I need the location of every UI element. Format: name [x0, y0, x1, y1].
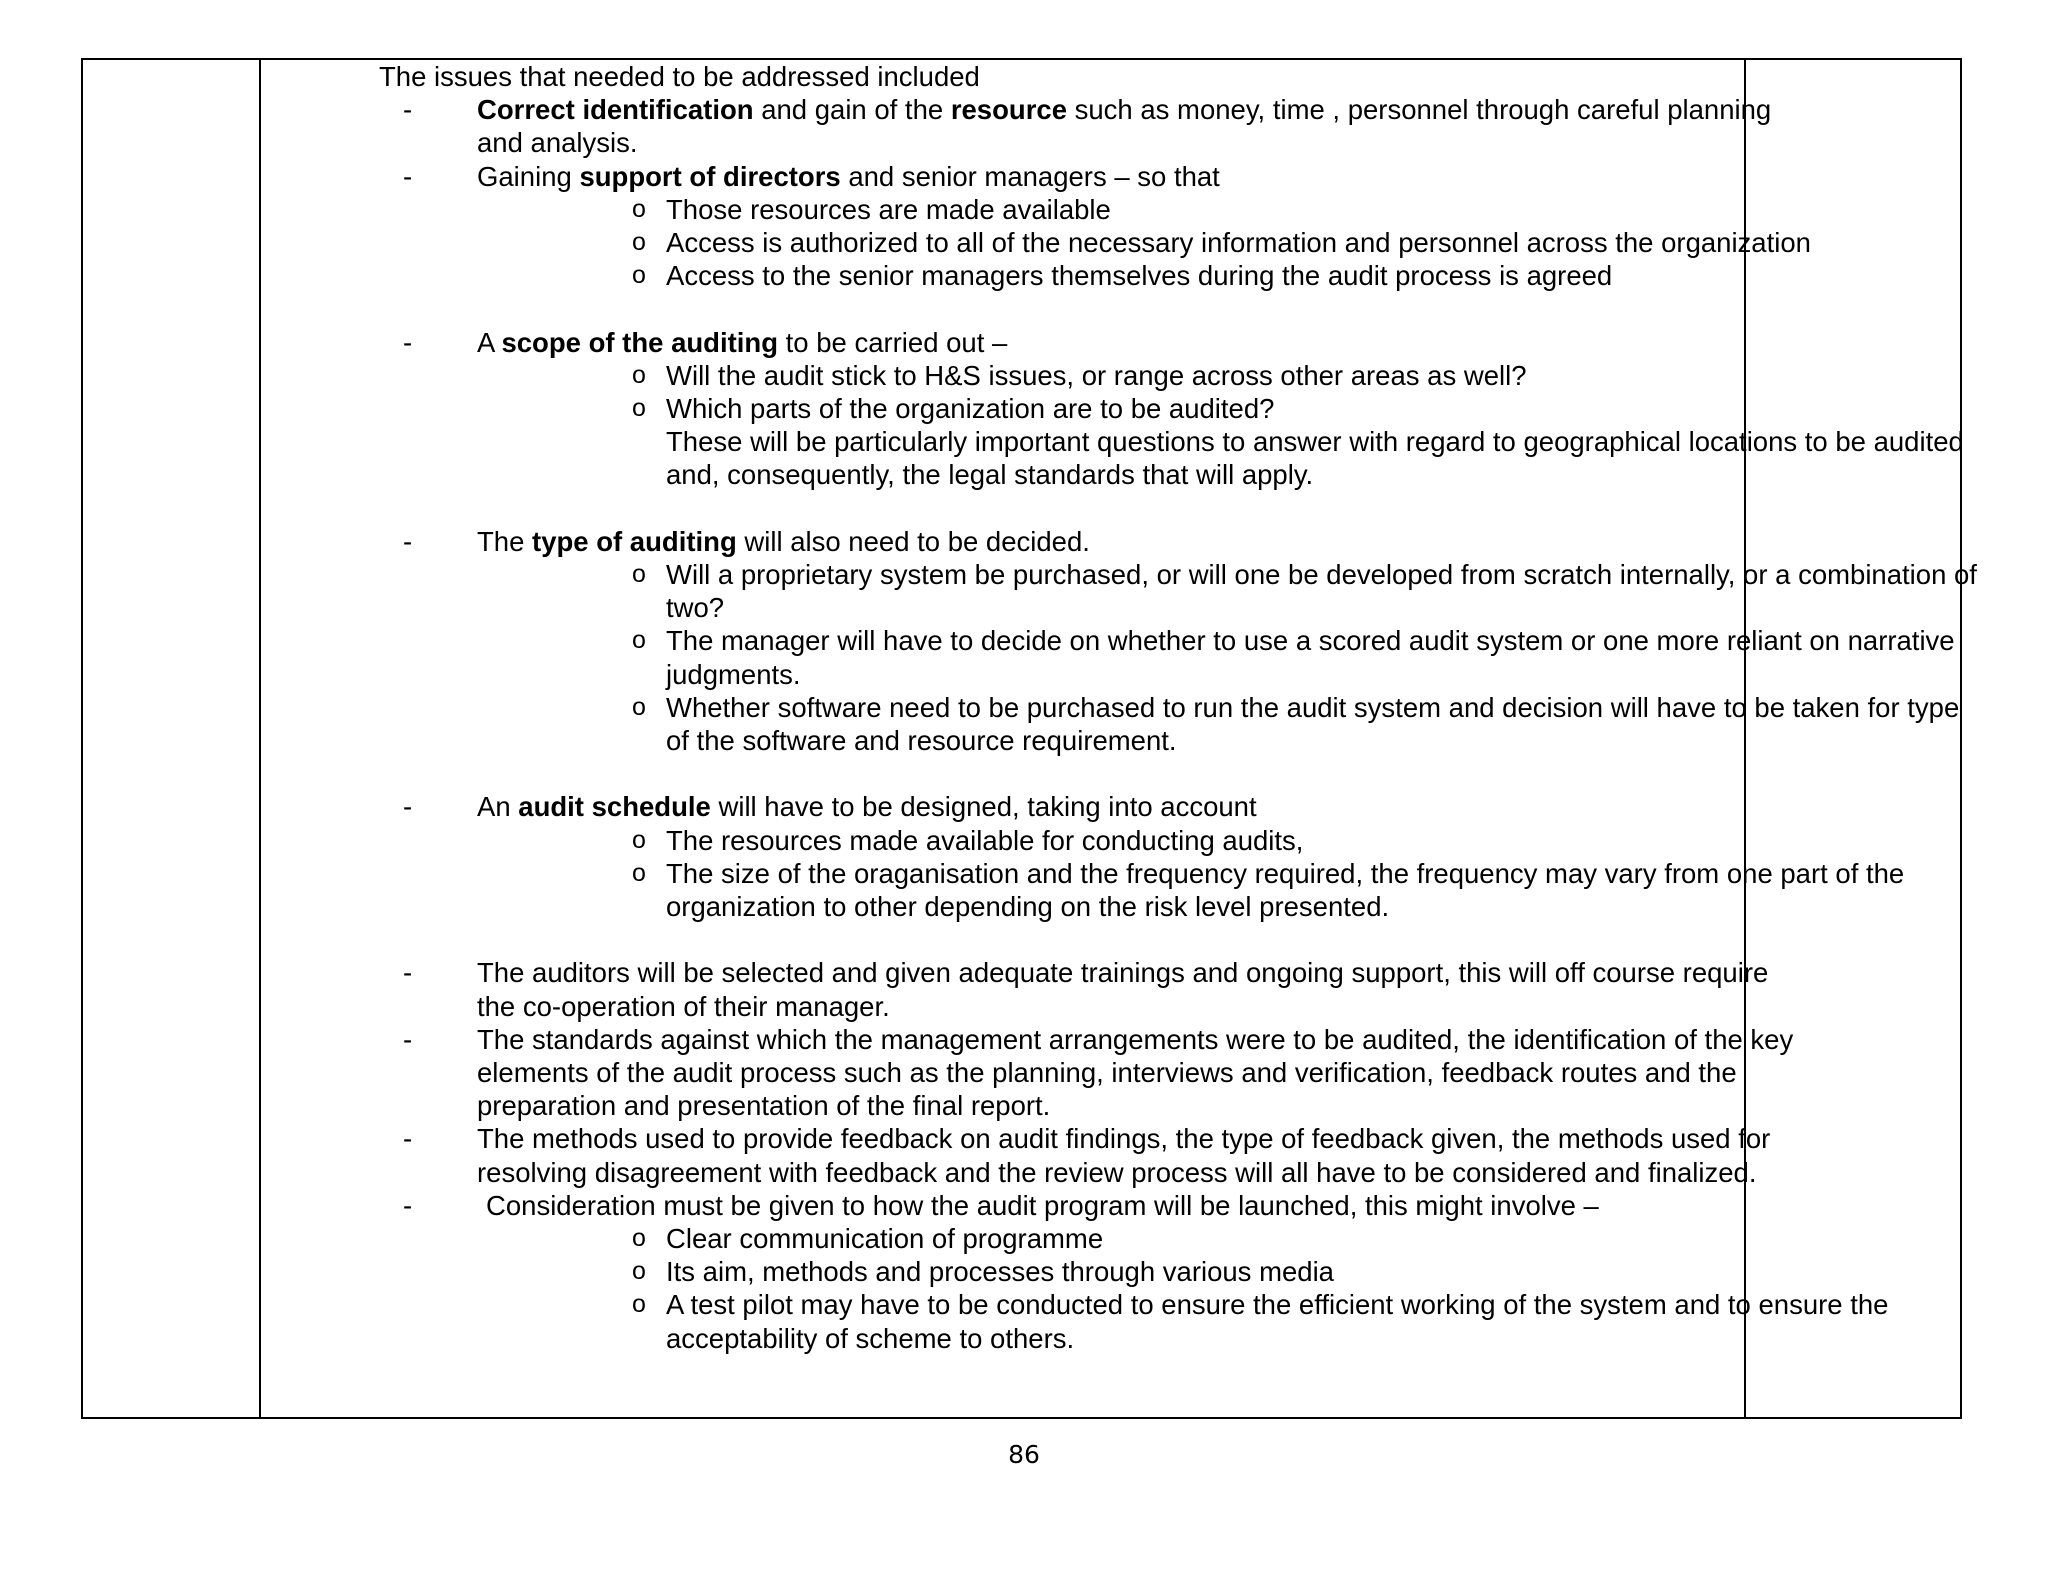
circle-marker: o	[632, 228, 646, 257]
bullet-item: - Correct identification and gain of the resource such as money, time , personnel through careful planning and analysis.	[297, 93, 1767, 159]
spacer	[297, 492, 1767, 525]
explanatory-paragraph: These will be particularly important questions to answer with regard to geographical locations to be audited and, consequently, the legal standards that will apply.	[666, 426, 1964, 491]
bullet-item: - The methods used to provide feedback on audit findings, the type of feedback given, the methods used for resolving disagreement with feedback and the review process will all have to be considered and finalized.	[297, 1122, 1767, 1188]
bold-term: resource	[950, 94, 1067, 126]
sub-bullet-item: o A test pilot may have to be conducted to ensure the efficient working of the system and to ensure the acceptability of scheme to others.	[297, 1288, 1767, 1354]
circle-marker: o	[632, 1290, 646, 1319]
circle-marker: o	[632, 1257, 646, 1286]
circle-marker: o	[632, 560, 646, 589]
dash-marker: -	[403, 160, 413, 192]
spacer	[297, 757, 1767, 790]
bold-term: Correct identification	[477, 94, 754, 126]
circle-marker: o	[632, 394, 646, 423]
circle-marker: o	[632, 858, 646, 887]
sub-bullet-item: o Will a proprietary system be purchased, or will one be developed from scratch internally, or a combination of two?	[297, 558, 1767, 624]
dash-marker: -	[403, 1189, 413, 1221]
intro-line: The issues that needed to be addressed included	[379, 61, 980, 92]
sub-bullet-item: o Its aim, methods and processes through various media	[297, 1255, 1767, 1288]
page-number: 86	[1008, 1440, 1040, 1469]
bold-term: type of auditing	[532, 525, 737, 557]
sub-bullet-item: o Whether software need to be purchased to run the audit system and decision will have to be taken for type of the software and resource requirement.	[297, 691, 1767, 757]
sub-bullet-item: o Will the audit stick to H&S issues, or range across other areas as well?	[297, 359, 1767, 392]
dash-marker: -	[403, 1123, 413, 1155]
circle-marker: o	[632, 626, 646, 655]
sub-bullet-item: o Clear communication of programme	[297, 1222, 1767, 1255]
bold-term: support of directors	[579, 160, 841, 192]
sub-bullet-item: o Access to the senior managers themselves during the audit process is agreed	[297, 259, 1767, 292]
bold-term: audit schedule	[518, 791, 711, 823]
circle-marker: o	[632, 360, 646, 389]
bullet-item: - Consideration must be given to how the audit program will be launched, this might involve –	[297, 1189, 1767, 1222]
sub-bullet-item: o The manager will have to decide on whether to use a scored audit system or one more reliant on narrative judgments.	[297, 624, 1767, 690]
spacer	[297, 923, 1767, 956]
dash-marker: -	[403, 957, 413, 989]
bullet-item: - The standards against which the management arrangements were to be audited, the identification of the key elements of the audit process such as the planning, interviews and verification, feedback routes and the preparation and presentation of the final report.	[297, 1023, 1767, 1123]
table-content-cell	[297, 60, 1977, 1355]
circle-marker: o	[632, 194, 646, 223]
dash-marker: -	[403, 791, 413, 823]
bullet-item: - The type of auditing will also need to be decided.	[297, 525, 1767, 558]
sub-bullet-item: o Access is authorized to all of the necessary information and personnel across the organization	[297, 226, 1767, 259]
sub-bullet-item: o Those resources are made available	[297, 193, 1767, 226]
circle-marker: o	[632, 692, 646, 721]
sub-bullet-item: o The resources made available for conducting audits,	[297, 824, 1767, 857]
spacer	[297, 292, 1767, 325]
dash-marker: -	[403, 326, 413, 358]
bullet-item: - A scope of the auditing to be carried out –	[297, 326, 1767, 359]
dash-marker: -	[403, 94, 413, 126]
dash-marker: -	[403, 1023, 413, 1055]
bullet-item: - Gaining support of directors and senior managers – so that	[297, 160, 1767, 193]
content-table	[81, 58, 1977, 1419]
dash-marker: -	[403, 525, 413, 557]
sub-bullet-item: o The size of the oraganisation and the frequency required, the frequency may vary from one part of the organization to other depending on the risk level presented.	[297, 857, 1767, 923]
bold-term: scope of the auditing	[501, 326, 778, 358]
sub-bullet-item: o Which parts of the organization are to be audited?	[297, 392, 1767, 425]
column-divider-1	[259, 60, 261, 1417]
circle-marker: o	[632, 825, 646, 854]
bullet-item: - An audit schedule will have to be designed, taking into account	[297, 790, 1767, 823]
circle-marker: o	[632, 261, 646, 290]
bullet-item: - The auditors will be selected and given adequate trainings and ongoing support, this will off course require the co-operation of their manager.	[297, 956, 1767, 1022]
circle-marker: o	[632, 1224, 646, 1253]
